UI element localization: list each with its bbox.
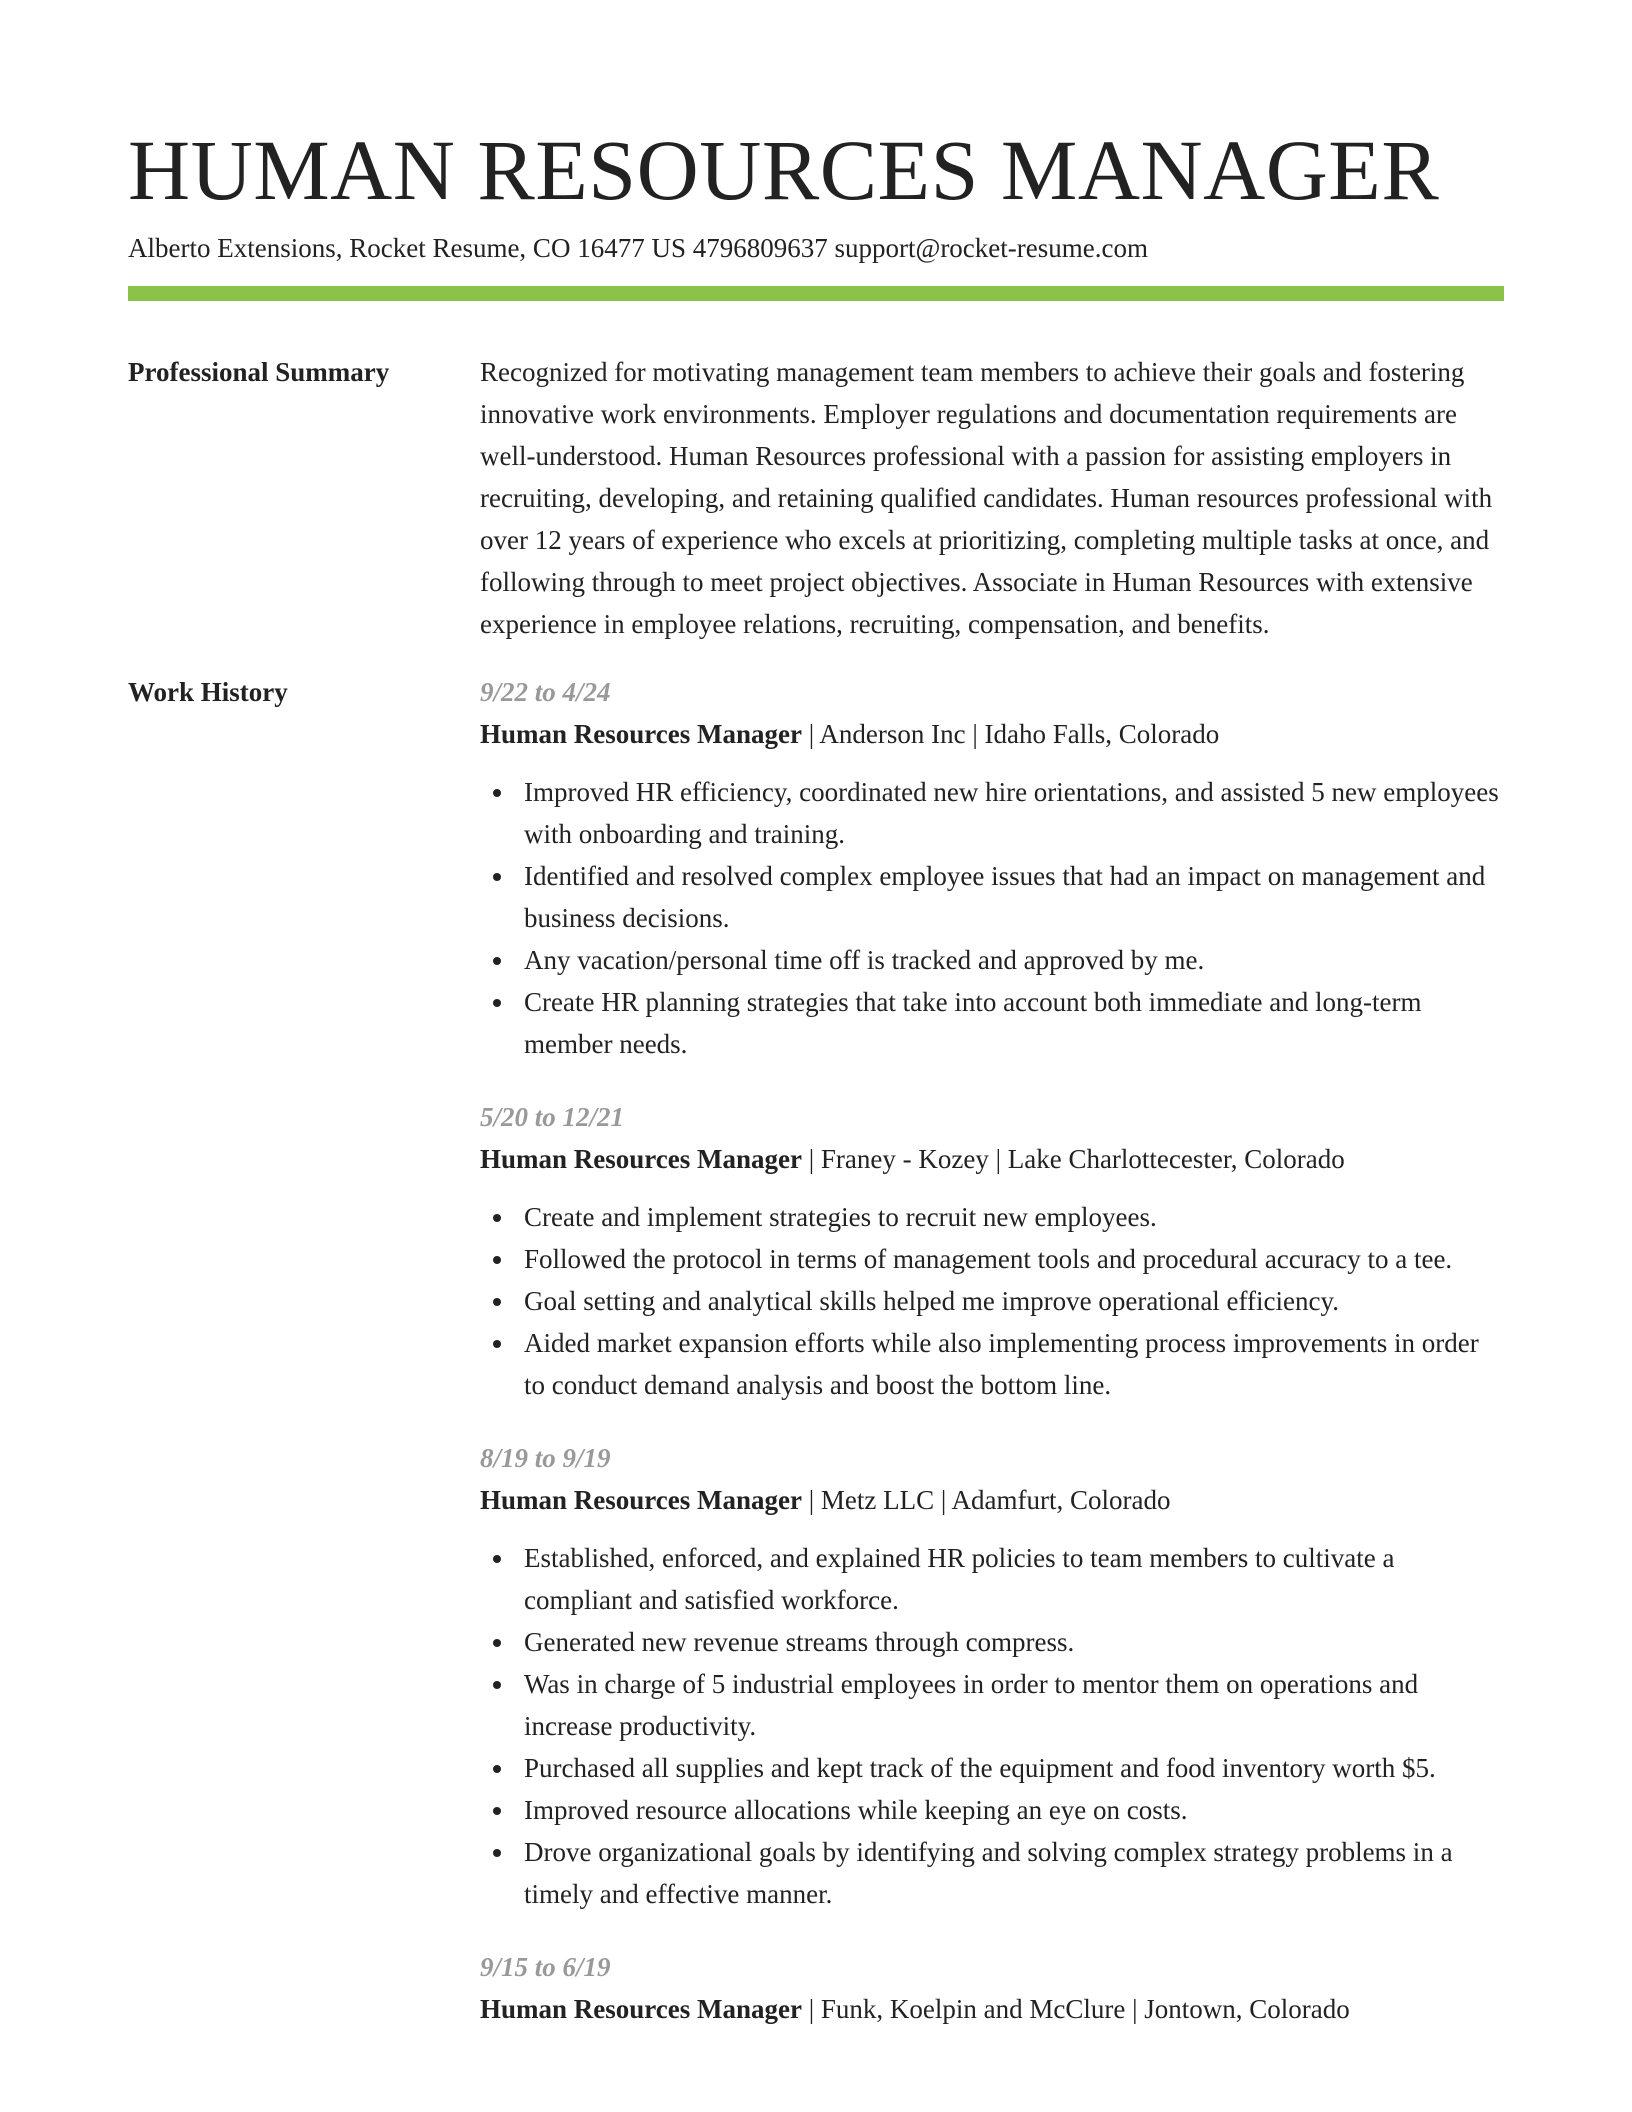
header-divider — [128, 286, 1504, 301]
resume-page — [128, 120, 1504, 2030]
job-company-location: | Metz LLC | Adamfurt, Colorado — [801, 1485, 1171, 1515]
job-dates: 9/22 to 4/24 — [480, 677, 611, 707]
job-entry — [480, 1946, 1504, 2030]
job-title: Human Resources Manager — [480, 719, 802, 749]
bullet-item: Identified and resolved complex employee issues that had an impact on management and business decisions. — [480, 855, 1504, 939]
job-title: Human Resources Manager — [480, 1144, 802, 1174]
job-dates: 9/15 to 6/19 — [480, 1952, 611, 1982]
bullet-item: Goal setting and analytical skills helped me improve operational efficiency. — [480, 1280, 1504, 1322]
professional-summary-section — [128, 351, 1504, 645]
job-bullets — [480, 1196, 1504, 1406]
job-bullets — [480, 771, 1504, 1065]
job-dates: 5/20 to 12/21 — [480, 1102, 625, 1132]
contact-info: Alberto Extensions, Rocket Resume, CO 16477 US 4796809637 support@rocket-resume.com — [128, 233, 1148, 263]
section-label-summary: Professional Summary — [128, 357, 390, 387]
bullet-item: Drove organizational goals by identifying and solving complex strategy problems in a timely and effective manner. — [480, 1831, 1504, 1915]
bullet-item: Followed the protocol in terms of management tools and procedural accuracy to a tee. — [480, 1238, 1504, 1280]
bullet-item: Any vacation/personal time off is tracked and approved by me. — [480, 939, 1504, 981]
section-label-work-history: Work History — [128, 677, 288, 707]
job-bullets — [480, 1537, 1504, 1915]
job-heading — [480, 1138, 1504, 1180]
job-company-location: | Anderson Inc | Idaho Falls, Colorado — [801, 719, 1220, 749]
work-history-list — [480, 671, 1504, 2030]
job-heading — [480, 1988, 1504, 2030]
job-entry — [480, 1437, 1504, 1915]
job-dates: 8/19 to 9/19 — [480, 1443, 611, 1473]
job-title: Human Resources Manager — [480, 1485, 802, 1515]
bullet-item: Create and implement strategies to recruit new employees. — [480, 1196, 1504, 1238]
work-history-section — [128, 671, 1504, 2030]
bullet-item: Was in charge of 5 industrial employees in order to mentor them on operations and increase productivity. — [480, 1663, 1504, 1747]
resume-title: HUMAN RESOURCES MANAGER — [128, 122, 1440, 218]
bullet-item: Established, enforced, and explained HR policies to team members to cultivate a compliant and satisfied workforce. — [480, 1537, 1504, 1621]
bullet-item: Purchased all supplies and kept track of the equipment and food inventory worth $5. — [480, 1747, 1504, 1789]
bullet-item: Generated new revenue streams through compress. — [480, 1621, 1504, 1663]
job-entry — [480, 671, 1504, 1065]
bullet-item: Aided market expansion efforts while also implementing process improvements in order to conduct demand analysis and boost the bottom line. — [480, 1322, 1504, 1406]
bullet-item: Improved HR efficiency, coordinated new hire orientations, and assisted 5 new employees with onboarding and training. — [480, 771, 1504, 855]
bullet-item: Improved resource allocations while keeping an eye on costs. — [480, 1789, 1504, 1831]
job-heading — [480, 713, 1504, 755]
bullet-item: Create HR planning strategies that take into account both immediate and long-term member needs. — [480, 981, 1504, 1065]
job-company-location: | Franey - Kozey | Lake Charlottecester, Colorado — [801, 1144, 1345, 1174]
job-title: Human Resources Manager — [480, 1994, 802, 2024]
summary-text: Recognized for motivating management team members to achieve their goals and fostering innovative work environments. Employer regulations and documentation requirements are well-understood. Human Resources professional with a passion for assisting employers in recruiting, developing, and retaining qualified candidates. Human resources professional with over 12 years of experience who excels at prioritizing, completing multiple tasks at once, and following through to meet project objectives. Associate in Human Resources with extensive experience in employee relations, recruiting, compensation, and benefits. — [480, 357, 1493, 639]
job-heading — [480, 1479, 1504, 1521]
job-entry — [480, 1096, 1504, 1406]
job-company-location: | Funk, Koelpin and McClure | Jontown, Colorado — [801, 1994, 1350, 2024]
